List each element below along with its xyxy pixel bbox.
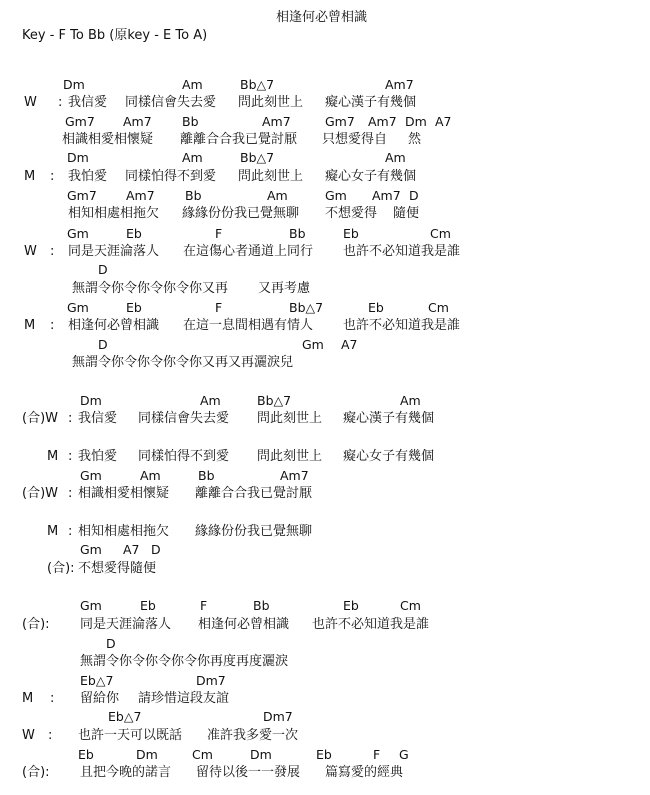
- chord-label: F: [373, 747, 381, 762]
- lyric-text: W: [24, 95, 37, 110]
- lyric-text: 留給你: [80, 691, 120, 706]
- chord-label: Dm: [67, 150, 89, 165]
- lyric-text: 且把今晚的諾言: [80, 765, 172, 780]
- lyric-text: :: [50, 244, 55, 259]
- lyric-text: 同是天涯淪落人: [68, 244, 160, 259]
- lyric-text: (合)W: [22, 411, 58, 426]
- lyric-text: 同樣怕得不到愛: [125, 169, 217, 184]
- lyric-text: 問此刻世上: [257, 449, 323, 464]
- chord-label: D: [151, 542, 161, 557]
- chord-label: Eb: [126, 300, 142, 315]
- chord-label: A7: [123, 542, 140, 557]
- chord-label: Gm: [302, 337, 324, 352]
- lyric-text: 無謂令你令你令你令你又再又再灑淚兒: [72, 355, 294, 370]
- chord-label: Bb: [182, 114, 199, 129]
- chord-label: D: [409, 188, 419, 203]
- lyric-text: 相逢何必曾相識: [198, 617, 290, 632]
- lyric-text: W: [24, 244, 37, 259]
- chord-label: Am: [267, 188, 288, 203]
- lyric-text: M: [24, 169, 36, 184]
- lyric-text: 我怕愛: [78, 449, 118, 464]
- lyric-text: 也許不必知道我是誰: [343, 244, 461, 259]
- lyric-text: 請珍惜這段友誼: [138, 691, 230, 706]
- chord-label: Eb: [343, 598, 359, 613]
- chord-label: Am7: [385, 77, 414, 92]
- chord-label: G: [399, 747, 409, 762]
- lyric-text: 准許我多愛一次: [207, 728, 299, 743]
- chord-label: Dm: [136, 747, 158, 762]
- chord-label: Gm: [80, 468, 102, 483]
- chord-label: Dm: [80, 393, 102, 408]
- lyric-text: 癡心女子有幾個: [343, 449, 435, 464]
- lyric-text: 同樣怕得不到愛: [138, 449, 230, 464]
- lyric-text: W: [22, 728, 35, 743]
- lyric-text: M: [24, 318, 36, 333]
- lyric-text: M: [47, 449, 59, 464]
- chord-label: Dm: [405, 114, 427, 129]
- lyric-text: 隨便: [393, 206, 420, 221]
- chord-label: Bb: [253, 598, 270, 613]
- lyric-text: 我信愛: [78, 411, 118, 426]
- lyric-text: 也許不必知道我是誰: [343, 318, 461, 333]
- chord-label: Bb: [185, 188, 202, 203]
- chord-label: F: [215, 226, 223, 241]
- chord-label: F: [200, 598, 208, 613]
- chord-label: Am7: [368, 114, 397, 129]
- chord-label: Cm: [428, 300, 449, 315]
- lyric-text: :: [50, 169, 55, 184]
- lyric-text: 緣緣份份我已覺無聊: [195, 524, 313, 539]
- lyric-text: 離離合合我已覺討厭: [195, 486, 313, 501]
- lyric-text: 癡心漢子有幾個: [325, 95, 417, 110]
- chord-label: Dm: [63, 77, 85, 92]
- chord-label: A7: [341, 337, 358, 352]
- key-line: Key - F To Bb (原key - E To A): [22, 28, 208, 43]
- chord-label: Gm: [67, 300, 89, 315]
- chord-label: Dm: [250, 747, 272, 762]
- lyric-text: 在這傷心者通道上同行: [183, 244, 314, 259]
- chord-label: Gm: [80, 598, 102, 613]
- chord-label: Eb: [126, 226, 142, 241]
- lyric-text: 也許不必知道我是誰: [312, 617, 430, 632]
- lyric-text: 然: [408, 132, 422, 147]
- chord-label: Bb△7: [240, 150, 275, 165]
- chord-label: Am7: [123, 114, 152, 129]
- chord-label: Cm: [430, 226, 451, 241]
- chord-label: Am: [182, 77, 203, 92]
- chord-label: Eb△7: [80, 673, 114, 688]
- lyric-text: 相知相處相拖欠: [78, 524, 170, 539]
- lyric-text: :: [68, 486, 73, 501]
- chord-label: Eb: [343, 226, 359, 241]
- chord-label: Gm: [325, 188, 347, 203]
- lyric-text: 無謂令你令你令你令你又再: [72, 281, 229, 296]
- lyric-text: 又再考慮: [258, 281, 311, 296]
- chord-label: Cm: [400, 598, 421, 613]
- lyric-text: 我怕愛: [68, 169, 108, 184]
- lyric-text: 問此刻世上: [257, 411, 323, 426]
- chord-label: Eb△7: [108, 709, 142, 724]
- lyric-text: 離離合合我已覺討厭: [180, 132, 298, 147]
- chord-label: Am7: [280, 468, 309, 483]
- lyric-text: :: [48, 728, 53, 743]
- lyric-text: :: [58, 95, 63, 110]
- chord-label: Eb: [140, 598, 156, 613]
- chord-label: Bb: [289, 226, 306, 241]
- lyric-text: 同樣信會失去愛: [138, 411, 230, 426]
- chord-label: Am: [140, 468, 161, 483]
- chord-label: Eb: [368, 300, 384, 315]
- lyric-text: 我信愛: [68, 95, 108, 110]
- chord-label: Bb△7: [289, 300, 324, 315]
- chord-label: Am7: [372, 188, 401, 203]
- chord-label: Eb: [78, 747, 94, 762]
- lyric-text: 相識相愛相懷疑: [62, 132, 154, 147]
- chord-label: Bb△7: [257, 393, 292, 408]
- lyric-text: 篇寫愛的經典: [325, 765, 404, 780]
- chord-label: D: [106, 636, 116, 651]
- chord-label: Bb: [198, 468, 215, 483]
- chord-label: F: [215, 300, 223, 315]
- lyric-text: :: [68, 524, 73, 539]
- chord-label: Am: [200, 393, 221, 408]
- lyric-text: 問此刻世上: [238, 95, 304, 110]
- chord-label: Eb: [316, 747, 332, 762]
- lyric-text: 不想愛得隨便: [78, 561, 157, 576]
- chord-label: D: [98, 262, 108, 277]
- chord-label: Am: [400, 393, 421, 408]
- lyric-text: (合):: [47, 561, 75, 576]
- lyric-text: (合):: [22, 765, 50, 780]
- lyric-text: 留待以後一一發展: [196, 765, 301, 780]
- lyric-text: M: [47, 524, 59, 539]
- chord-label: Dm7: [196, 673, 226, 688]
- chord-label: Am: [385, 150, 406, 165]
- lyric-text: (合)W: [22, 486, 58, 501]
- lyric-text: 同是天涯淪落人: [80, 617, 172, 632]
- lyric-text: :: [50, 691, 55, 706]
- lyric-text: M: [22, 691, 34, 706]
- lyric-text: :: [68, 449, 73, 464]
- lyric-text: 在這一息間相遇有情人: [183, 318, 314, 333]
- page-title: 相逢何必曾相識: [276, 10, 368, 25]
- lyric-text: 相逢何必曾相識: [68, 318, 160, 333]
- chord-label: Gm7: [67, 188, 97, 203]
- lyric-text: 只想愛得自: [322, 132, 388, 147]
- lyric-text: 問此刻世上: [238, 169, 304, 184]
- chord-label: Gm: [67, 226, 89, 241]
- lyric-text: 也許一天可以既話: [78, 728, 183, 743]
- lyric-text: :: [50, 318, 55, 333]
- lyric-text: 不想愛得: [325, 206, 378, 221]
- chord-label: Am7: [126, 188, 155, 203]
- lyric-text: :: [68, 411, 73, 426]
- chord-label: A7: [435, 114, 452, 129]
- lyric-text: 無謂令你令你令你令你再度再度灑淚: [80, 654, 289, 669]
- lyric-text: 同樣信會失去愛: [125, 95, 217, 110]
- lyric-text: 相知相處相拖欠: [68, 206, 160, 221]
- chord-label: Gm7: [65, 114, 95, 129]
- chord-label: D: [98, 337, 108, 352]
- lyric-text: 癡心女子有幾個: [325, 169, 417, 184]
- chord-label: Gm7: [325, 114, 355, 129]
- chord-label: Am: [182, 150, 203, 165]
- chord-label: Am7: [262, 114, 291, 129]
- chord-label: Bb△7: [240, 77, 275, 92]
- chord-label: Dm7: [263, 709, 293, 724]
- lyric-text: 相識相愛相懷疑: [78, 486, 170, 501]
- lyric-text: 癡心漢子有幾個: [343, 411, 435, 426]
- lyric-text: 緣緣份份我已覺無聊: [182, 206, 300, 221]
- lyric-text: (合):: [22, 617, 50, 632]
- chord-label: Gm: [80, 542, 102, 557]
- chord-label: Cm: [192, 747, 213, 762]
